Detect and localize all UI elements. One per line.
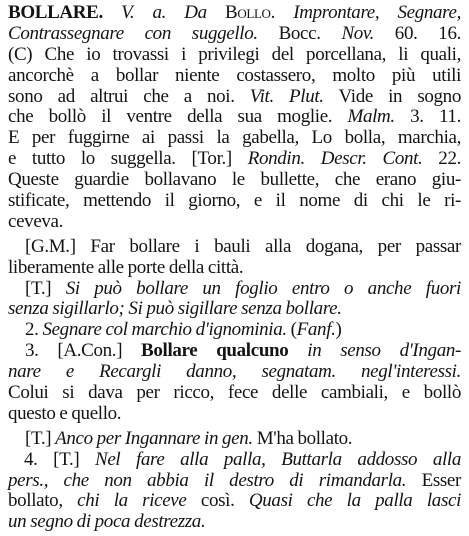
quotation: che bollò il ventre della sua moglie. [8,106,348,128]
subsection-3 [8,341,461,425]
sense-number: 2. [25,319,43,341]
citation-work: Malm. [347,106,395,128]
text-line [8,3,461,24]
example: questo e quello. [8,402,122,424]
example: Si può bollare un foglio entro o anche fuori [65,277,461,299]
text-line [8,404,461,425]
text-line [8,45,461,66]
quotation: e tutto lo suggella. [Tor.] [8,148,248,170]
subsection-2 [8,320,461,341]
text-run: Esser [406,469,461,491]
definition: nare e Recargli danno, [8,361,237,383]
text-line [8,237,461,258]
text-run: così. [186,490,249,512]
example: M'ha bollato. [252,427,353,449]
sense-number: 3. [A.Con.] [25,340,142,362]
text-run [236,361,261,382]
text-run [103,2,121,23]
citation-work: Nov. [341,22,374,44]
definition: segnatam. [261,361,336,383]
text-line [8,341,461,362]
definition: negl'interessi. [361,361,461,383]
example: senza sigillarlo; Si può sigillare senza bollare. [8,298,342,320]
definition: Segnare col marchio d'ignominia. [42,319,287,341]
text-line [8,66,461,87]
subsection-t-sigillare [8,279,461,321]
text-line [8,191,461,212]
text-line [8,212,461,233]
text-line [8,471,461,492]
text-run: [G.M.] Far bollare i bauli alla dogana, per passar [25,235,461,257]
text-line [8,450,461,471]
citation-number: 22. [422,148,461,170]
definition: Contrassegnare con suggello. [8,22,258,44]
text-line [8,149,461,170]
text-run: . [270,2,294,23]
sense-number: 4. [T.] [24,448,95,470]
text-run: liberamente alle porte della città. [8,256,244,278]
text-run: [T.] [25,427,56,449]
quotation: Vide in sogno [323,85,461,107]
citation-number: 3. 11. [394,106,461,128]
citation-number: 60. 16. [373,22,461,44]
citation-work: Fanf. [296,319,336,341]
subsection-4 [8,450,461,534]
text-line [8,362,461,383]
definition: in senso d'Ingan- [307,340,461,362]
grammar-note: V. a. Da [121,2,226,23]
text-line [8,429,461,450]
text-line [8,383,461,404]
subsection-gm [8,237,461,279]
text-line [8,512,461,533]
citation-work: Vit. Plut. [249,85,324,107]
definition: Quasi che la palla lasci [248,490,461,512]
quotation: (C) Che io trovassi i privilegi del porcellana, li quali, [8,43,461,65]
text-run: [T.] [25,277,66,299]
text-run: bollato, [8,490,78,512]
quotation: ceveva. [8,210,64,232]
headword: BOLLARE. [8,2,103,23]
quotation: sono ad altrui che a noi. [8,85,250,107]
text-line [8,24,461,45]
text-line [8,170,461,191]
example: Colui si dava per ricco, fece delle cambiali, e bollò [8,382,461,404]
definition: un segno di poca destrezza. [8,511,206,533]
text-line [8,299,461,320]
phrase: Bollare qualcuno [141,340,289,362]
text-line [8,107,461,128]
quotation: ancorchè a bollar niente costassero, molto più utili [8,64,461,86]
quotation: Queste guardie bollavano le bullette, che erano giu- [8,169,461,191]
entry-main [8,3,461,233]
text-line [8,87,461,108]
text-line [8,491,461,512]
text-run: ) [335,319,342,341]
text-run [288,340,307,361]
etymon: Bollo [225,2,271,23]
text-line [8,279,461,300]
text-line [8,128,461,149]
citation-work: Rondin. Descr. Cont. [247,148,423,170]
text-run: ( [286,319,297,341]
citation-source: Bocc. [257,22,342,44]
definition: Anco per Ingannare in gen. [55,427,253,449]
quotation: stificate, mettendo il giorno, e il nome di chi le ri- [8,190,461,212]
definition: chi la riceve [77,490,187,512]
text-line [8,258,461,279]
definition: pers., che non abbia il destro di rimandarla. [8,469,407,491]
text-line [8,320,461,341]
text-run [336,361,361,382]
quotation: E per fuggirne ai passi la gabella, Lo bolla, marchia, [8,127,461,149]
definition: Nel fare alla palla, Buttarla addosso alla [95,448,461,470]
definition: Improntare, Segnare, [293,2,461,23]
subsection-t-anco [8,429,461,450]
